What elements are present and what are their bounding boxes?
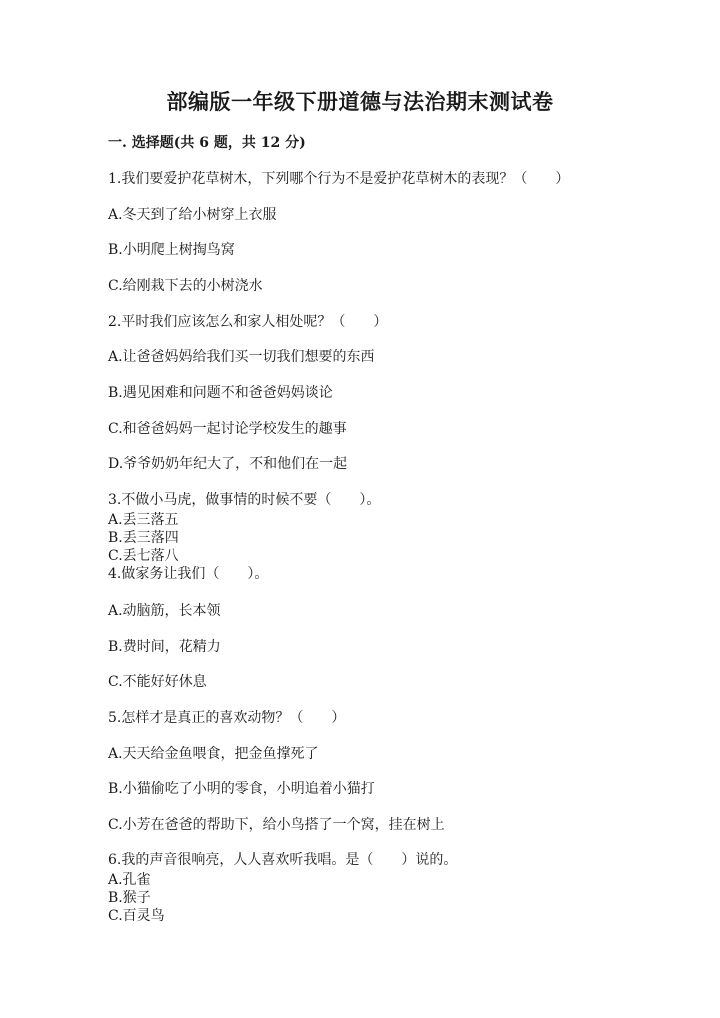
question-4-option-c: C.不能好好休息: [108, 674, 207, 690]
question-6-option-a: A.孔雀: [108, 872, 151, 888]
question-2-option-d: D.爷爷奶奶年纪大了，不和他们在一起: [108, 456, 348, 472]
question-4-option-a: A.动脑筋，长本领: [108, 603, 221, 619]
question-3-option-c: C.丢七落八: [108, 548, 179, 564]
section-heading: 一. 选择题(共 6 题，共 12 分): [108, 135, 306, 151]
question-6-stem: 6.我的声音很响亮，人人喜欢听我唱。是（ ）说的。: [108, 852, 458, 868]
question-6-option-c: C.百灵鸟: [108, 908, 165, 924]
question-2-stem: 2.平时我们应该怎么和家人相处呢？（ ）: [108, 314, 388, 330]
question-3-stem: 3.不做小马虎，做事情的时候不要（ ）。: [108, 492, 381, 508]
question-5-option-c: C.小芳在爸爸的帮助下，给小鸟搭了一个窝，挂在树上: [108, 817, 445, 833]
question-3-option-b: B.丢三落四: [108, 530, 179, 546]
question-1-stem: 1.我们要爱护花草树木，下列哪个行为不是爱护花草树木的表现？（ ）: [108, 171, 570, 187]
question-3-option-a: A.丢三落五: [108, 512, 179, 528]
question-4-option-b: B.费时间，花精力: [108, 639, 221, 655]
question-5-stem: 5.怎样才是真正的喜欢动物？（ ）: [108, 710, 346, 726]
question-2-option-b: B.遇见困难和问题不和爸爸妈妈谈论: [108, 385, 333, 401]
question-5-option-b: B.小猫偷吃了小明的零食，小明追着小猫打: [108, 781, 375, 797]
question-2-option-c: C.和爸爸妈妈一起讨论学校发生的趣事: [108, 421, 347, 437]
question-5-option-a: A.天天给金鱼喂食，把金鱼撑死了: [108, 746, 319, 762]
question-2-option-a: A.让爸爸妈妈给我们买一切我们想要的东西: [108, 349, 375, 365]
question-1-option-c: C.给刚栽下去的小树浇水: [108, 278, 263, 294]
question-4-stem: 4.做家务让我们（ ）。: [108, 566, 269, 582]
question-1-option-a: A.冬天到了给小树穿上衣服: [108, 207, 277, 223]
exam-title: 部编版一年级下册道德与法治期末测试卷: [166, 89, 554, 114]
question-1-option-b: B.小明爬上树掏鸟窝: [108, 242, 235, 258]
question-6-option-b: B.猴子: [108, 890, 151, 906]
